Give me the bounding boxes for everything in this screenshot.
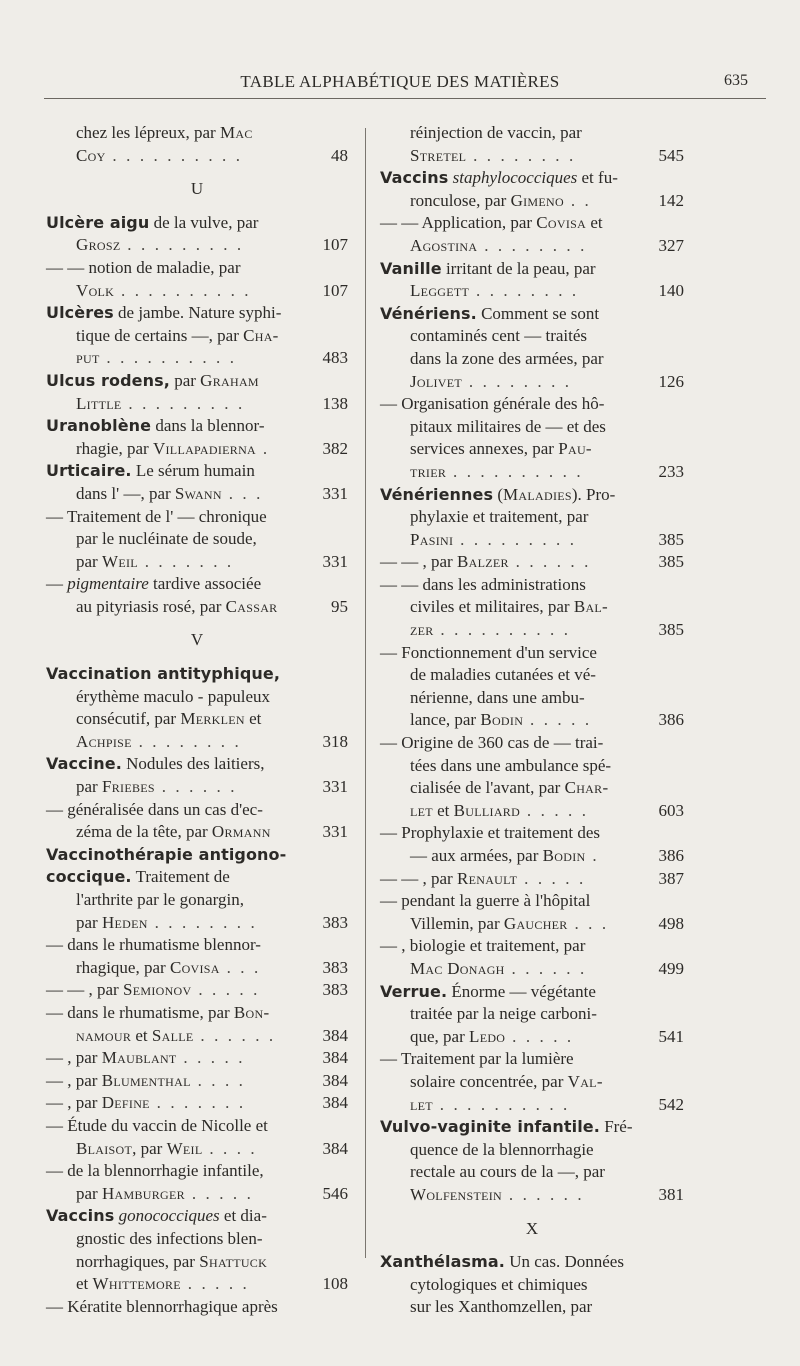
index-entry: — — , par Renault . . . . . 387 — [380, 868, 684, 891]
entry-text: — — [46, 574, 63, 594]
entry-text: érythème maculo - papuleux — [76, 686, 271, 706]
author-name: let — [410, 800, 433, 820]
page-ref: 138 — [322, 393, 348, 413]
author-name: Wolfenstein — [410, 1184, 503, 1204]
entry-text: et — [249, 709, 262, 729]
author-name: trier — [410, 461, 447, 481]
author-name: Blaisot — [76, 1138, 133, 1158]
page-ref: 318 — [322, 731, 348, 751]
entry-text: et — [135, 1025, 148, 1045]
page-ref: 385 — [658, 620, 684, 640]
page-ref: 384 — [322, 1093, 348, 1113]
entry-text: Fré- — [604, 1117, 633, 1137]
entry-text: pitaux militaires de — et des — [410, 416, 606, 436]
entry-italic: pigmentaire — [67, 574, 149, 594]
entry-text: et — [76, 1274, 89, 1294]
entry-text: Comment se sont — [481, 303, 600, 323]
entry-term: Verrue. — [380, 981, 448, 1001]
entry-text: et fu- — [581, 168, 618, 188]
author-name: Villapadierna — [152, 438, 257, 458]
index-entry: — — , par Semionov . . . . . 383 — [46, 979, 348, 1002]
index-entry: — de la blennorrhagie infantile, par Hamburger . . . . . 546 — [46, 1160, 348, 1205]
entry-text: traitée par la neige carboni- — [410, 1004, 597, 1024]
author-name: Bodin — [480, 710, 524, 730]
index-entry: — Organisation générale des hô- pitaux militaires de — et des services annexes, par Pau- trier . . . . . . . . . . 233 — [380, 393, 684, 483]
author-name: Covisa — [536, 213, 587, 233]
page-ref: 384 — [322, 1138, 348, 1158]
left-column — [46, 122, 348, 1318]
entry-text: — généralisée dans un cas d'ec- — [46, 799, 263, 819]
index-entry: Vénériens. Comment se sont contaminés cent — traités dans la zone des armées, par Jolivet . . . . . . . . 126 — [380, 303, 684, 393]
author-name: Cha- — [243, 325, 279, 345]
right-column — [380, 122, 684, 1319]
index-entry: Vénériennes (Maladies). Pro- phylaxie et traitement, par Pasini . . . . . . . . . 385 — [380, 484, 684, 552]
entry-text: cytologiques et chimiques — [410, 1274, 588, 1294]
entry-term: Xanthélasma. — [380, 1252, 505, 1272]
entry-text: Énorme — végétante — [451, 981, 596, 1001]
section-letter: V — [190, 630, 204, 650]
index-entry: — pendant la guerre à l'hôpital Villemin, par Gaucher . . . 498 — [380, 890, 684, 935]
author-name: Val- — [567, 1071, 603, 1091]
entry-text: — dans le rhumatisme, par — [46, 1002, 230, 1022]
author-name: Agostina — [410, 235, 478, 255]
entry-text: et — [437, 800, 450, 820]
author-name: Shattuck — [199, 1251, 268, 1271]
entry-term: Ulcus rodens, — [46, 370, 170, 390]
author-name: Graham — [200, 370, 259, 390]
author-name: Pau- — [558, 439, 592, 459]
index-entry — [46, 1296, 348, 1319]
entry-text: Nodules des laitiers, — [126, 754, 265, 774]
entry-text: contaminés cent — traités — [410, 326, 588, 346]
entry-text: par le nucléinate de soude, — [76, 529, 257, 549]
entry-text: que, par — [410, 1026, 465, 1046]
page-ref: 384 — [322, 1048, 348, 1068]
entry-text: consécutif, par — [76, 709, 177, 729]
entry-text: tées dans une ambulance spé- — [410, 755, 612, 775]
entry-text: Traitement de — [135, 867, 230, 887]
entry-term: coccique. — [46, 867, 132, 887]
entry-text: — — dans les administrations — [380, 574, 586, 594]
page-ref: 545 — [658, 145, 684, 165]
page-ref: 233 — [658, 461, 684, 481]
running-title: TABLE ALPHABÉTIQUE DES MATIÈRES — [240, 72, 560, 91]
author-name: Gaucher — [503, 913, 568, 933]
entry-term: Vulvo-vaginite infantile. — [380, 1117, 600, 1137]
entry-text: réinjection de vaccin, par — [410, 123, 582, 142]
author-name: Cassar — [225, 596, 278, 616]
page-number: 635 — [724, 72, 748, 89]
page-ref: 327 — [658, 235, 684, 255]
entry-text: — Étude du vaccin de Nicolle et — [46, 1115, 268, 1135]
entry-text: , par — [132, 1138, 163, 1158]
entry-subterm: Maladies — [503, 484, 572, 504]
index-entry: Vaccine. Nodules des laitiers, par Friebes . . . . . . 331 — [46, 753, 348, 798]
entry-text: — pendant la guerre à l'hôpital — [380, 891, 591, 911]
author-name: Ledo — [469, 1026, 506, 1046]
page-ref: 499 — [658, 958, 684, 978]
author-name: put — [76, 348, 100, 368]
entry-text: Villemin, par — [410, 913, 500, 933]
author-name: Achpise — [76, 731, 132, 751]
entry-text: et — [590, 213, 603, 233]
entry-text: — Traitement de l' — chronique — [46, 506, 267, 526]
entry-text: lance, par — [410, 710, 477, 730]
entry-text: l'arthrite par le gonargin, — [76, 890, 244, 909]
entry-text: — Kératite blennorrhagique après — [46, 1296, 278, 1316]
entry-text: de maladies cutanées et vé- — [410, 665, 596, 685]
entry-text: — Traitement par la lumière — [380, 1049, 574, 1069]
author-name: Mac Donagh — [410, 958, 505, 978]
entry-text: — dans le rhumatisme blennor- — [46, 935, 261, 955]
entry-text: gnostic des infections blen- — [76, 1228, 263, 1248]
entry-term: Vanille — [380, 258, 442, 278]
entry-text: rhagique, par — [76, 957, 166, 977]
entry-text: dans la zone des armées, par — [410, 348, 604, 368]
author-name: zer — [410, 620, 434, 640]
page-ref: 108 — [322, 1274, 348, 1294]
author-name: Merklen — [180, 709, 245, 729]
author-name: Bodin — [542, 846, 586, 865]
entry-text: par — [76, 912, 98, 932]
entry-text: ( — [497, 484, 504, 504]
entry-text: chez les lépreux, par — [76, 123, 216, 142]
page-ref: 95 — [331, 596, 348, 616]
entry-text: zéma de la tête, par — [76, 822, 208, 842]
index-entry: — , biologie et traitement, par Mac Donagh . . . . . . 499 — [380, 935, 684, 980]
entry-text: norrhagiques, par — [76, 1251, 195, 1271]
entry-text: — aux armées, par — [410, 846, 539, 865]
index-entry — [46, 799, 348, 844]
entry-text: de la vulve, par — [153, 212, 259, 232]
index-entry: — Étude du vaccin de Nicolle et Blaisot, par Weil . . . . 384 — [46, 1115, 348, 1160]
author-name: Little — [76, 393, 122, 413]
page-ref: 546 — [322, 1183, 348, 1203]
page-ref: 382 — [322, 438, 348, 458]
entry-text: — — notion de maladie, par — [46, 257, 241, 277]
author-name: Whittemore — [92, 1274, 181, 1294]
author-name: Semionov — [122, 980, 192, 1000]
author-name: Gimeno — [510, 190, 564, 210]
entry-text: — Fonctionnement d'un service — [380, 642, 597, 662]
entry-text: par — [174, 370, 196, 390]
index-entry: Ulcère aigu de la vulve, par Grosz . . . . . . . . . 107 — [46, 212, 348, 257]
page-ref: 126 — [658, 371, 684, 391]
entry-text: sur les Xanthomzellen, par — [410, 1297, 593, 1317]
index-entry: — dans le rhumatisme, par Bon- namour et Salle . . . . . . 384 — [46, 1002, 348, 1047]
author-name: let — [410, 1094, 433, 1114]
entry-term: Vénériens. — [380, 303, 477, 323]
author-name: Balzer — [456, 552, 509, 572]
entry-text: par — [76, 1183, 98, 1203]
index-entry: Vaccination antityphique, érythème maculo - papuleux consécutif, par Merklen et Achpise . . . . . . . . 318 — [46, 663, 348, 753]
page-ref: 387 — [658, 868, 684, 888]
author-name: Hamburger — [101, 1183, 185, 1203]
author-name: Volk — [76, 280, 115, 300]
index-entry: — — , par Balzer . . . . . . 385 — [380, 551, 684, 574]
index-entry: — , par Define . . . . . . . 384 — [46, 1092, 348, 1115]
author-name: namour — [76, 1025, 132, 1045]
entry-text: — — , par — [46, 980, 119, 1000]
index-entry: — Traitement de l' — chronique par le nucléinate de soude, par Weil . . . . . . . 331 — [46, 506, 348, 574]
page-ref: 542 — [658, 1094, 684, 1114]
index-entry: — Origine de 360 cas de — trai- tées dans une ambulance spé- cialisée de l'avant, par Char- let et Bulliard . . . . . 603 — [380, 732, 684, 822]
author-name: Blumenthal — [101, 1070, 191, 1090]
index-entry: — dans le rhumatisme blennor- rhagique, par Covisa . . . 383 — [46, 934, 348, 979]
author-name: Leggett — [410, 281, 470, 301]
index-entry — [46, 573, 348, 618]
entry-text: ronculose, par — [410, 190, 507, 210]
entry-text: par — [76, 777, 98, 797]
entry-text: de jambe. Nature syphi- — [118, 303, 282, 323]
page-header — [40, 72, 766, 100]
author-name: Weil — [101, 551, 138, 571]
page-ref: 386 — [658, 846, 684, 865]
author-name: Swann — [174, 483, 222, 503]
section-letter: X — [525, 1218, 539, 1238]
index-entry: — , par Blumenthal . . . . 384 — [46, 1070, 348, 1093]
entry-text: nérienne, dans une ambu- — [410, 687, 585, 707]
entry-text: et dia- — [223, 1206, 267, 1226]
author-name: Jolivet — [410, 371, 463, 391]
index-entry: — — notion de maladie, par Volk . . . . . . . . . . 107 — [46, 257, 348, 302]
index-entry: Urticaire. Le sérum humain dans l' —, par Swann . . . 331 — [46, 460, 348, 505]
index-entry: Vaccins staphylococciques et fu- ronculose, par Gimeno . . 142 — [380, 167, 684, 212]
entry-term: Vaccinothérapie antigono- — [46, 844, 287, 864]
entry-text: rectale au cours de la —, par — [410, 1162, 605, 1182]
entry-text: dans la blennor- — [155, 416, 265, 436]
author-name: Char- — [564, 778, 609, 798]
entry-text: — Origine de 360 cas de — trai- — [380, 733, 604, 753]
author-name: Bulliard — [453, 800, 521, 820]
entry-text: rhagie, par — [76, 438, 149, 458]
page-ref: 383 — [322, 912, 348, 932]
index-entry: Verrue. Énorme — végétante traitée par la neige carboni- que, par Ledo . . . . . 541 — [380, 981, 684, 1049]
author-name: Bal- — [573, 597, 609, 617]
entry-text: civiles et militaires, par — [410, 597, 570, 617]
entry-term: Vaccins — [46, 1206, 115, 1226]
index-entry: — Traitement par la lumière solaire concentrée, par Val- let . . . . . . . . . . 542 — [380, 1048, 684, 1116]
page-ref: 384 — [322, 1025, 348, 1045]
entry-text: solaire concentrée, par — [410, 1071, 564, 1091]
entry-text: par — [76, 551, 98, 571]
author-name: Mac — [219, 123, 253, 142]
author-name: Bon- — [233, 1002, 270, 1022]
entry-text: — Organisation générale des hô- — [380, 394, 605, 414]
index-entry: Vaccins gonococciques et dia- gnostic des infections blen- norrhagiques, par Shattuck et Whittemore . . . . . 108 — [46, 1205, 348, 1295]
author-name: Coy — [76, 145, 106, 165]
entry-text: — , par — [46, 1093, 98, 1113]
index-entry: réinjection de vaccin, par Stretel . . . . . . . . 545 — [380, 122, 684, 167]
index-entry: Vulvo-vaginite infantile. Fré- quence de la blennorrhagie rectale au cours de la —, par Wolfenstein . . . . . . 381 — [380, 1116, 684, 1206]
author-name: Renault — [456, 868, 518, 888]
entry-text: Un cas. Données — [509, 1252, 624, 1272]
page-ref: 107 — [322, 280, 348, 300]
page-ref: 331 — [322, 551, 348, 571]
page-ref: 48 — [331, 145, 348, 165]
index-entry: — — Application, par Covisa et Agostina . . . . . . . . 327 — [380, 212, 684, 257]
entry-text: irritant de la peau, par — [445, 258, 596, 278]
page-ref: 331 — [322, 822, 348, 842]
entry-text: — — , par — [380, 868, 453, 888]
page-ref: 383 — [322, 980, 348, 1000]
entry-italic: gonococciques — [118, 1206, 220, 1226]
entry-term: Ulcères — [46, 303, 114, 323]
index-entry: — Fonctionnement d'un service de maladies cutanées et vé- nérienne, dans une ambu- lance, par Bodin . . . . . 386 — [380, 642, 684, 732]
author-name: Grosz — [76, 235, 121, 255]
entry-italic: staphylococciques — [452, 168, 578, 188]
entry-text: — — Application, par — [380, 213, 533, 233]
entry-text: — — , par — [380, 552, 453, 572]
index-entry: — , par Maublant . . . . . 384 — [46, 1047, 348, 1070]
index-entry: Ulcus rodens, par Graham Little . . . . . . . . . 138 — [46, 370, 348, 415]
entry-term: Urticaire. — [46, 461, 132, 481]
author-name: Weil — [166, 1138, 203, 1158]
entry-text: — , biologie et traitement, par — [380, 936, 586, 956]
page-ref: 140 — [658, 281, 684, 301]
page-ref: 541 — [658, 1026, 684, 1046]
page-ref: 386 — [658, 710, 684, 730]
index-entry: Vaccinothérapie antigono- coccique. Traitement de l'arthrite par le gonargin, par Heden . . . . . . . . 383 — [46, 844, 348, 934]
author-name: Salle — [151, 1025, 194, 1045]
page-ref: 107 — [322, 235, 348, 255]
entry-text: — Prophylaxie et traitement des — [380, 823, 600, 843]
header-rule — [44, 98, 766, 99]
index-entry: — Prophylaxie et traitement des — aux armées, par Bodin . 386 — [380, 822, 684, 867]
entry-text: quence de la blennorrhagie — [410, 1139, 594, 1159]
entry-text: tique de certains —, par — [76, 325, 239, 345]
entry-text: dans l' —, par — [76, 483, 171, 503]
page-ref: 385 — [658, 529, 684, 549]
author-name: Heden — [101, 912, 148, 932]
page-ref: 498 — [658, 913, 684, 933]
entry-term: Vénériennes — [380, 484, 494, 504]
page-ref: 603 — [658, 800, 684, 820]
author-name: Friebes — [101, 777, 155, 797]
author-name: Covisa — [169, 957, 220, 977]
column-divider — [365, 128, 366, 1258]
entry-text: — de la blennorrhagie infantile, — [46, 1161, 264, 1181]
index-entry — [380, 1251, 684, 1319]
page-ref: 483 — [322, 348, 348, 368]
entry-text: — , par — [46, 1070, 98, 1090]
entry-term: Vaccins — [380, 168, 449, 188]
page-ref: 383 — [322, 957, 348, 977]
page-ref: 142 — [658, 190, 684, 210]
index-entry: Uranoblène dans la blennor- rhagie, par Villapadierna . 382 — [46, 415, 348, 460]
index-entry: chez les lépreux, par Mac Coy . . . . . . . . . . 48 — [46, 122, 348, 167]
entry-term: Vaccination antityphique, — [46, 664, 281, 684]
entry-text: tardive associée — [153, 574, 262, 594]
entry-text: — , par — [46, 1048, 98, 1068]
page-ref: 331 — [322, 777, 348, 797]
entry-text: Le sérum humain — [135, 461, 255, 481]
author-name: Stretel — [410, 145, 467, 165]
page-ref: 331 — [322, 483, 348, 503]
page-ref: 384 — [322, 1070, 348, 1090]
index-entry: — — dans les administrations civiles et militaires, par Bal- zer . . . . . . . . . . 385 — [380, 574, 684, 642]
index-entry: Ulcères de jambe. Nature syphi- tique de certains —, par Cha- put . . . . . . . . . . 483 — [46, 302, 348, 370]
entry-term: Ulcère aigu — [46, 212, 150, 232]
entry-text: phylaxie et traitement, par — [410, 507, 589, 527]
page-ref: 385 — [658, 552, 684, 572]
page-ref: 381 — [658, 1184, 684, 1204]
entry-term: Uranoblène — [46, 416, 152, 436]
index-entry: Vanille irritant de la peau, par Leggett . . . . . . . . 140 — [380, 258, 684, 303]
section-letter: U — [190, 179, 204, 199]
entry-term: Vaccine. — [46, 754, 122, 774]
entry-text: cialisée de l'avant, par — [410, 778, 561, 798]
entry-text: services annexes, par — [410, 439, 554, 459]
author-name: Ormann — [211, 822, 271, 842]
author-name: Pasini — [410, 529, 454, 549]
author-name: Define — [101, 1093, 150, 1113]
entry-text: au pityriasis rosé, par — [76, 596, 222, 616]
author-name: Maublant — [101, 1048, 177, 1068]
entry-text: ). Pro- — [571, 484, 616, 504]
